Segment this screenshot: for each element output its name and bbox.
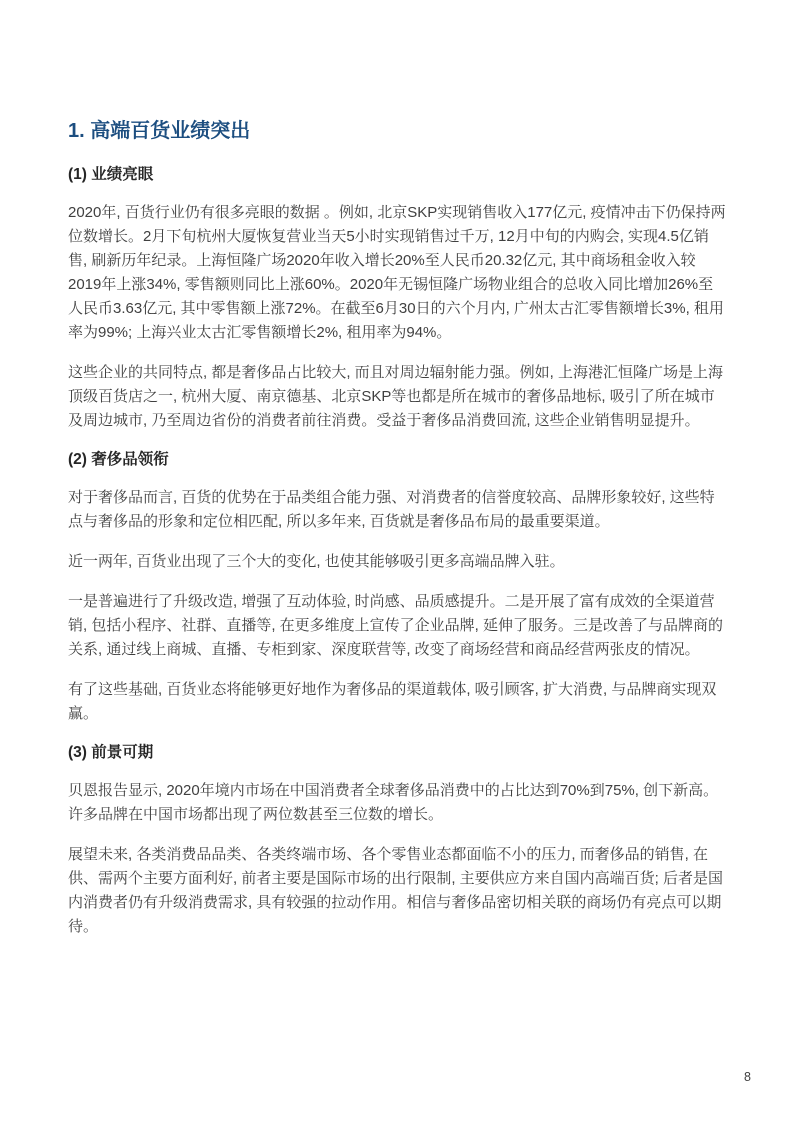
paragraph: 2020年, 百货行业仍有很多亮眼的数据 。例如, 北京SKP实现销售收入177亿元, 疫情冲击下仍保持两位数增长。2月下旬杭州大厦恢复营业当天5小时实现销售过千万, 12月中旬的内购会, 实现4.5亿销售, 刷新历年纪录。上海恒隆广场2020年收入增长20%至人民币20.32亿元, 其中商场租金收入较2019年上涨34%, 零售额则同比上涨60%。2020年无锡恒隆广场物业组合的总收入同比增加26%至人民币3.63亿元, 其中零售额上涨72%。在截至6月30日的六个月内, 广州太古汇零售额增长3%, 租用率为99%; 上海兴业太古汇零售额增长2%, 租用率为94%。 xyxy=(68,204,726,341)
document-content xyxy=(68,118,728,955)
paragraph: 近一两年, 百货业出现了三个大的变化, 也使其能够吸引更多高端品牌入驻。 xyxy=(68,553,565,570)
paragraph: 贝恩报告显示, 2020年境内市场在中国消费者全球奢侈品消费中的占比达到70%到75%, 创下新高。许多品牌在中国市场都出现了两位数甚至三位数的增长。 xyxy=(68,782,719,823)
page-number: 8 xyxy=(744,1070,751,1084)
paragraph: 对于奢侈品而言, 百货的优势在于品类组合能力强、对消费者的信誉度较高、品牌形象较好, 这些特点与奢侈品的形象和定位相匹配, 所以多年来, 百货就是奢侈品布局的最重要渠道。 xyxy=(68,489,715,530)
paragraph: 展望未来, 各类消费品品类、各类终端市场、各个零售业态都面临不小的压力, 而奢侈品的销售, 在供、需两个主要方面利好, 前者主要是国际市场的出行限制, 主要供应方来自国内高端百货; 后者是国内消费者仍有升级消费需求, 具有较强的拉动作用。相信与奢侈品密切相关联的商场仍有亮点可以期待。 xyxy=(68,846,724,935)
paragraph: 一是普遍进行了升级改造, 增强了互动体验, 时尚感、品质感提升。二是开展了富有成效的全渠道营销, 包括小程序、社群、直播等, 在更多维度上宣传了企业品牌, 延伸了服务。三是改善了与品牌商的关系, 通过线上商城、直播、专柜到家、深度联营等, 改变了商场经营和商品经营两张皮的情况。 xyxy=(68,593,724,658)
main-heading: 1. 高端百货业绩突出 xyxy=(68,120,251,142)
subsection-heading-luxury: (2) 奢侈品领衔 xyxy=(68,451,169,468)
paragraph: 这些企业的共同特点, 都是奢侈品占比较大, 而且对周边辐射能力强。例如, 上海港汇恒隆广场是上海顶级百货店之一, 杭州大厦、南京德基、北京SKP等也都是所在城市的奢侈品地标, 吸引了所在城市及周边城市, 乃至周边省份的消费者前往消费。受益于奢侈品消费回流, 这些企业销售明显提升。 xyxy=(68,364,724,429)
paragraph: 有了这些基础, 百货业态将能够更好地作为奢侈品的渠道载体, 吸引顾客, 扩大消费, 与品牌商实现双赢。 xyxy=(68,681,717,722)
subsection-heading-outlook: (3) 前景可期 xyxy=(68,744,154,761)
subsection-heading-performance: (1) 业绩亮眼 xyxy=(68,166,154,183)
